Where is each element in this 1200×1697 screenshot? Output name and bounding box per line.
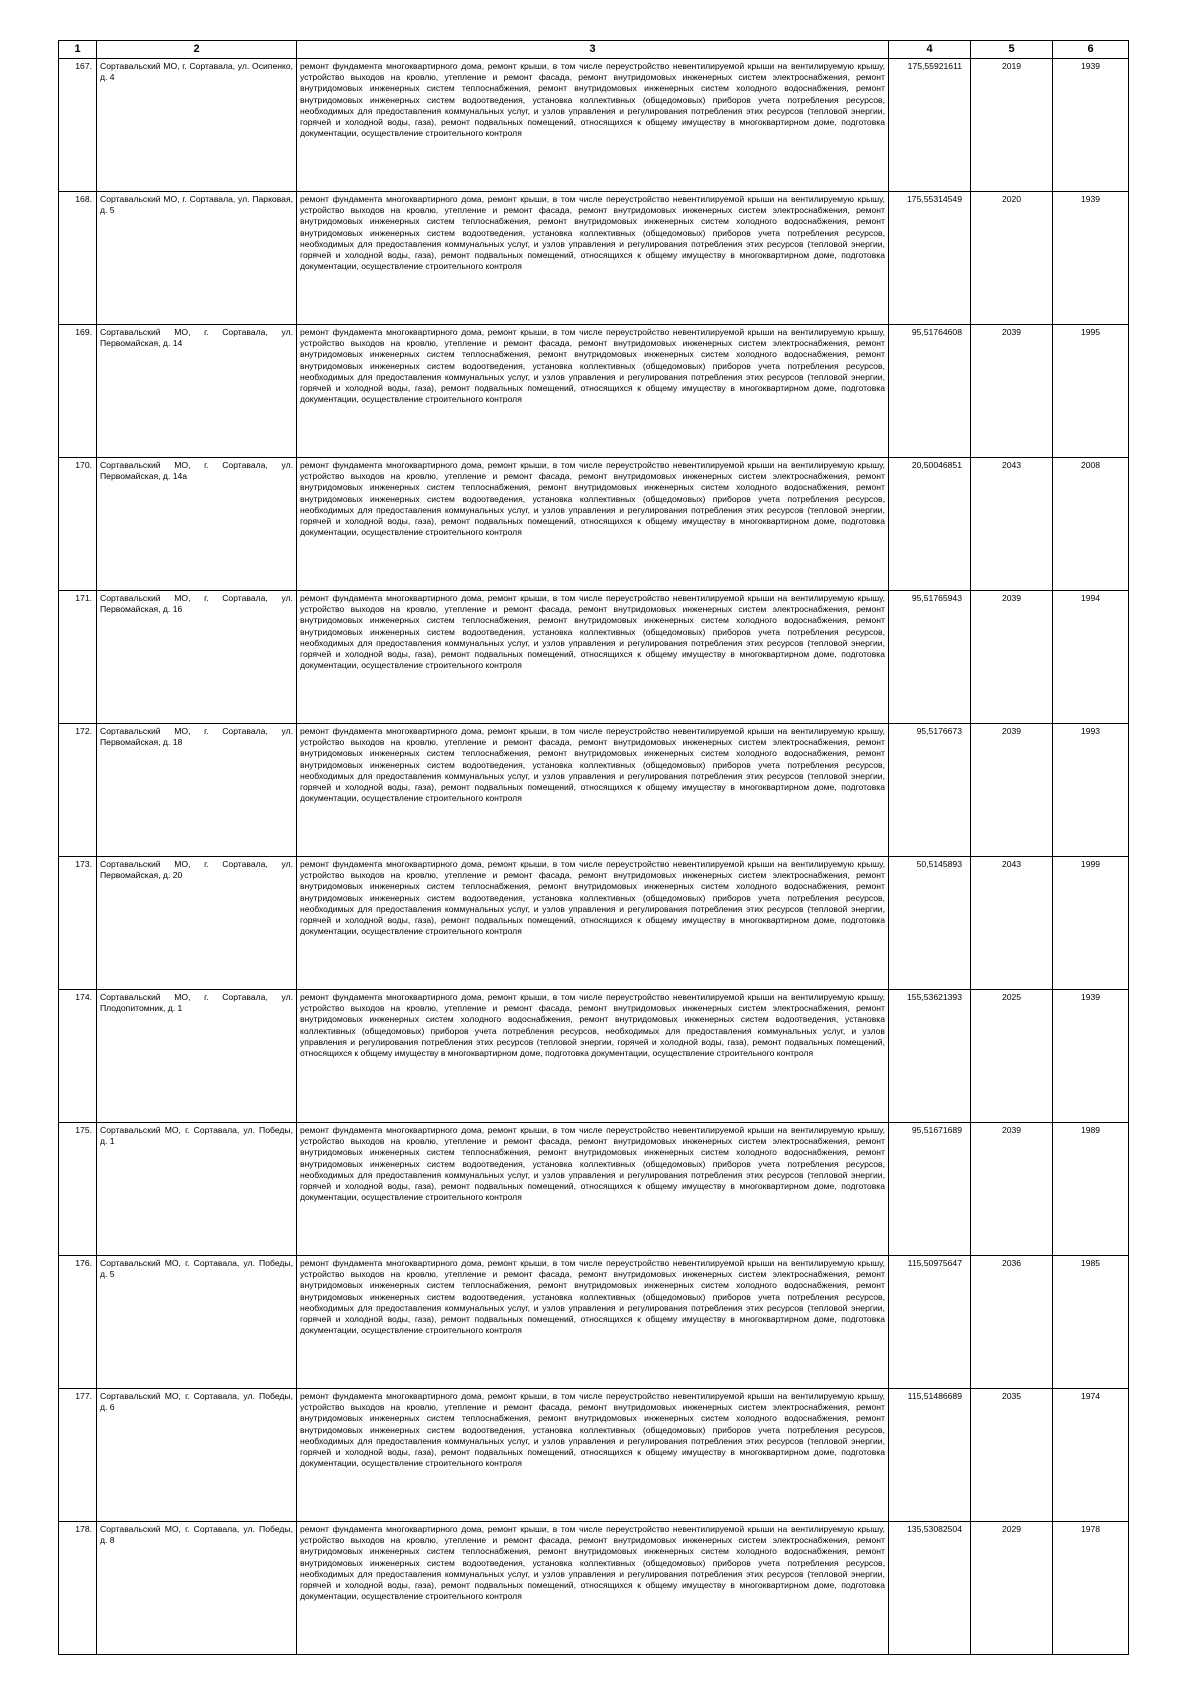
row-year-built: 1993 <box>1053 724 1129 857</box>
row-year-built: 1994 <box>1053 591 1129 724</box>
row-number: 176. <box>59 1256 97 1389</box>
row-year-built: 1974 <box>1053 1389 1129 1522</box>
row-works: ремонт фундамента многоквартирного дома, ремонт крыши, в том числе переустройство невентилируемой крыши на вентилируемую крышу, устройство выходов на кровлю, утепление и ремонт фасада, ремонт внутридомовых инженерных систем электроснабжения, ремонт внутридомовых инженерных систем теплоснабжения, ремонт внутридомовых инженерных систем холодного водоснабжения, ремонт внутридомовых инженерных систем водоотведения, установка коллективных (общедомовых) приборов учета потребления ресурсов, необходимых для предоставления коммунальных услуг, и узлов управления и регулирования потребления этих ресурсов (тепловой энергии, горячей и холодной воды, газа), ремонт подвальных помещений, относящихся к общему имуществу в многоквартирном доме, подготовка документации, осуществление строительного контроля <box>297 1522 889 1655</box>
row-address: Сортавальский МО, г. Сортавала, ул. Первомайская, д. 16 <box>97 591 297 724</box>
row-number: 172. <box>59 724 97 857</box>
table-row <box>59 59 1129 192</box>
row-year-built: 1939 <box>1053 990 1129 1123</box>
column-header-2: 2 <box>97 41 297 59</box>
row-works: ремонт фундамента многоквартирного дома, ремонт крыши, в том числе переустройство невентилируемой крыши на вентилируемую крышу, устройство выходов на кровлю, утепление и ремонт фасада, ремонт внутридомовых инженерных систем электроснабжения, ремонт внутридомовых инженерных систем теплоснабжения, ремонт внутридомовых инженерных систем холодного водоснабжения, ремонт внутридомовых инженерных систем водоотведения, установка коллективных (общедомовых) приборов учета потребления ресурсов, необходимых для предоставления коммунальных услуг, и узлов управления и регулирования потребления этих ресурсов (тепловой энергии, горячей и холодной воды, газа), ремонт подвальных помещений, относящихся к общему имуществу в многоквартирном доме, подготовка документации, осуществление строительного контроля <box>297 59 889 192</box>
row-address: Сортавальский МО, г. Сортавала, ул. Плодопитомник, д. 1 <box>97 990 297 1123</box>
row-works: ремонт фундамента многоквартирного дома, ремонт крыши, в том числе переустройство невентилируемой крыши на вентилируемую крышу, устройство выходов на кровлю, утепление и ремонт фасада, ремонт внутридомовых инженерных систем электроснабжения, ремонт внутридомовых инженерных систем теплоснабжения, ремонт внутридомовых инженерных систем холодного водоснабжения, ремонт внутридомовых инженерных систем водоотведения, установка коллективных (общедомовых) приборов учета потребления ресурсов, необходимых для предоставления коммунальных услуг, и узлов управления и регулирования потребления этих ресурсов (тепловой энергии, горячей и холодной воды, газа), ремонт подвальных помещений, относящихся к общему имуществу в многоквартирном доме, подготовка документации, осуществление строительного контроля <box>297 1123 889 1256</box>
row-year-built: 2008 <box>1053 458 1129 591</box>
row-number: 169. <box>59 325 97 458</box>
row-works: ремонт фундамента многоквартирного дома, ремонт крыши, в том числе переустройство невентилируемой крыши на вентилируемую крышу, устройство выходов на кровлю, утепление и ремонт фасада, ремонт внутридомовых инженерных систем электроснабжения, ремонт внутридомовых инженерных систем теплоснабжения, ремонт внутридомовых инженерных систем холодного водоснабжения, ремонт внутридомовых инженерных систем водоотведения, установка коллективных (общедомовых) приборов учета потребления ресурсов, необходимых для предоставления коммунальных услуг, и узлов управления и регулирования потребления этих ресурсов (тепловой энергии, горячей и холодной воды, газа), ремонт подвальных помещений, относящихся к общему имуществу в многоквартирном доме, подготовка документации, осуществление строительного контроля <box>297 325 889 458</box>
row-year-plan: 2039 <box>971 591 1053 724</box>
table-row <box>59 591 1129 724</box>
row-year-plan: 2039 <box>971 1123 1053 1256</box>
row-works: ремонт фундамента многоквартирного дома, ремонт крыши, в том числе переустройство невентилируемой крыши на вентилируемую крышу, устройство выходов на кровлю, утепление и ремонт фасада, ремонт внутридомовых инженерных систем электроснабжения, ремонт внутридомовых инженерных систем теплоснабжения, ремонт внутридомовых инженерных систем холодного водоснабжения, ремонт внутридомовых инженерных систем водоотведения, установка коллективных (общедомовых) приборов учета потребления ресурсов, необходимых для предоставления коммунальных услуг, и узлов управления и регулирования потребления этих ресурсов (тепловой энергии, горячей и холодной воды, газа), ремонт подвальных помещений, относящихся к общему имуществу в многоквартирном доме, подготовка документации, осуществление строительного контроля <box>297 1389 889 1522</box>
table-row <box>59 325 1129 458</box>
row-works: ремонт фундамента многоквартирного дома, ремонт крыши, в том числе переустройство невентилируемой крыши на вентилируемую крышу, устройство выходов на кровлю, утепление и ремонт фасада, ремонт внутридомовых инженерных систем электроснабжения, ремонт внутридомовых инженерных систем теплоснабжения, ремонт внутридомовых инженерных систем холодного водоснабжения, ремонт внутридомовых инженерных систем водоотведения, установка коллективных (общедомовых) приборов учета потребления ресурсов, необходимых для предоставления коммунальных услуг, и узлов управления и регулирования потребления этих ресурсов (тепловой энергии, горячей и холодной воды, газа), ремонт подвальных помещений, относящихся к общему имуществу в многоквартирном доме, подготовка документации, осуществление строительного контроля <box>297 857 889 990</box>
row-year-plan: 2039 <box>971 724 1053 857</box>
row-area: 155,53621393 <box>889 990 971 1123</box>
table-row <box>59 857 1129 990</box>
row-year-plan: 2035 <box>971 1389 1053 1522</box>
row-year-built: 1989 <box>1053 1123 1129 1256</box>
row-number: 167. <box>59 59 97 192</box>
row-year-plan: 2029 <box>971 1522 1053 1655</box>
row-year-plan: 2036 <box>971 1256 1053 1389</box>
row-year-built: 1995 <box>1053 325 1129 458</box>
table-row <box>59 458 1129 591</box>
row-address: Сортавальский МО, г. Сортавала, ул. Победы, д. 1 <box>97 1123 297 1256</box>
row-area: 95,51764608 <box>889 325 971 458</box>
row-works: ремонт фундамента многоквартирного дома, ремонт крыши, в том числе переустройство невентилируемой крыши на вентилируемую крышу, устройство выходов на кровлю, утепление и ремонт фасада, ремонт внутридомовых инженерных систем электроснабжения, ремонт внутридомовых инженерных систем теплоснабжения, ремонт внутридомовых инженерных систем холодного водоснабжения, ремонт внутридомовых инженерных систем водоотведения, установка коллективных (общедомовых) приборов учета потребления ресурсов, необходимых для предоставления коммунальных услуг, и узлов управления и регулирования потребления этих ресурсов (тепловой энергии, горячей и холодной воды, газа), ремонт подвальных помещений, относящихся к общему имуществу в многоквартирном доме, подготовка документации, осуществление строительного контроля <box>297 458 889 591</box>
row-area: 95,5176673 <box>889 724 971 857</box>
row-works: ремонт фундамента многоквартирного дома, ремонт крыши, в том числе переустройство невентилируемой крыши на вентилируемую крышу, устройство выходов на кровлю, утепление и ремонт фасада, ремонт внутридомовых инженерных систем электроснабжения, ремонт внутридомовых инженерных систем теплоснабжения, ремонт внутридомовых инженерных систем холодного водоснабжения, ремонт внутридомовых инженерных систем водоотведения, установка коллективных (общедомовых) приборов учета потребления ресурсов, необходимых для предоставления коммунальных услуг, и узлов управления и регулирования потребления этих ресурсов (тепловой энергии, горячей и холодной воды, газа), ремонт подвальных помещений, относящихся к общему имуществу в многоквартирном доме, подготовка документации, осуществление строительного контроля <box>297 591 889 724</box>
row-area: 115,50975647 <box>889 1256 971 1389</box>
row-address: Сортавальский МО, г. Сортавала, ул. Победы, д. 5 <box>97 1256 297 1389</box>
row-address: Сортавальский МО, г. Сортавала, ул. Победы, д. 8 <box>97 1522 297 1655</box>
table-row <box>59 990 1129 1123</box>
row-year-built: 1985 <box>1053 1256 1129 1389</box>
header-row <box>59 41 1129 59</box>
row-area: 115,51486689 <box>889 1389 971 1522</box>
row-number: 168. <box>59 192 97 325</box>
row-area: 95,51765943 <box>889 591 971 724</box>
row-year-plan: 2043 <box>971 458 1053 591</box>
row-works: ремонт фундамента многоквартирного дома, ремонт крыши, в том числе переустройство невентилируемой крыши на вентилируемую крышу, устройство выходов на кровлю, утепление и ремонт фасада, ремонт внутридомовых инженерных систем электроснабжения, ремонт внутридомовых инженерных систем теплоснабжения, ремонт внутридомовых инженерных систем холодного водоснабжения, ремонт внутридомовых инженерных систем водоотведения, установка коллективных (общедомовых) приборов учета потребления ресурсов, необходимых для предоставления коммунальных услуг, и узлов управления и регулирования потребления этих ресурсов (тепловой энергии, горячей и холодной воды, газа), ремонт подвальных помещений, относящихся к общему имуществу в многоквартирном доме, подготовка документации, осуществление строительного контроля <box>297 1256 889 1389</box>
row-year-plan: 2025 <box>971 990 1053 1123</box>
row-year-plan: 2043 <box>971 857 1053 990</box>
row-year-plan: 2019 <box>971 59 1053 192</box>
row-area: 20,50046851 <box>889 458 971 591</box>
row-number: 171. <box>59 591 97 724</box>
row-year-built: 1939 <box>1053 192 1129 325</box>
row-year-built: 1978 <box>1053 1522 1129 1655</box>
row-works: ремонт фундамента многоквартирного дома, ремонт крыши, в том числе переустройство невентилируемой крыши на вентилируемую крышу, устройство выходов на кровлю, утепление и ремонт фасада, ремонт внутридомовых инженерных систем электроснабжения, ремонт внутридомовых инженерных систем холодного водоснабжения, ремонт внутридомовых инженерных систем водоотведения, установка коллективных (общедомовых) приборов учета потребления ресурсов, необходимых для предоставления коммунальных услуг, и узлов управления и регулирования потребления этих ресурсов (тепловой энергии, горячей и холодной воды, газа), ремонт подвальных помещений, относящихся к общему имуществу в многоквартирном доме, подготовка документации, осуществление строительного контроля <box>297 990 889 1123</box>
row-number: 170. <box>59 458 97 591</box>
table-row <box>59 192 1129 325</box>
row-area: 95,51671689 <box>889 1123 971 1256</box>
row-address: Сортавальский МО, г. Сортавала, ул. Первомайская, д. 14а <box>97 458 297 591</box>
table-row <box>59 1123 1129 1256</box>
table-row <box>59 724 1129 857</box>
column-header-6: 6 <box>1053 41 1129 59</box>
row-area: 175,55921611 <box>889 59 971 192</box>
table-row <box>59 1256 1129 1389</box>
row-address: Сортавальский МО, г. Сортавала, ул. Победы, д. 6 <box>97 1389 297 1522</box>
column-header-3: 3 <box>297 41 889 59</box>
row-address: Сортавальский МО, г. Сортавала, ул. Первомайская, д. 18 <box>97 724 297 857</box>
row-area: 175,55314549 <box>889 192 971 325</box>
document-table <box>58 40 1129 1655</box>
row-area: 135,53082504 <box>889 1522 971 1655</box>
row-year-plan: 2020 <box>971 192 1053 325</box>
row-number: 175. <box>59 1123 97 1256</box>
row-number: 174. <box>59 990 97 1123</box>
row-number: 177. <box>59 1389 97 1522</box>
row-address: Сортавальский МО, г. Сортавала, ул. Парковая, д. 5 <box>97 192 297 325</box>
row-number: 178. <box>59 1522 97 1655</box>
column-header-1: 1 <box>59 41 97 59</box>
row-year-built: 1999 <box>1053 857 1129 990</box>
table-row <box>59 1389 1129 1522</box>
row-address: Сортавальский МО, г. Сортавала, ул. Первомайская, д. 20 <box>97 857 297 990</box>
row-year-built: 1939 <box>1053 59 1129 192</box>
row-address: Сортавальский МО, г. Сортавала, ул. Осипенко, д. 4 <box>97 59 297 192</box>
column-header-4: 4 <box>889 41 971 59</box>
row-area: 50,5145893 <box>889 857 971 990</box>
row-number: 173. <box>59 857 97 990</box>
table-body <box>59 59 1129 1655</box>
row-works: ремонт фундамента многоквартирного дома, ремонт крыши, в том числе переустройство невентилируемой крыши на вентилируемую крышу, устройство выходов на кровлю, утепление и ремонт фасада, ремонт внутридомовых инженерных систем электроснабжения, ремонт внутридомовых инженерных систем теплоснабжения, ремонт внутридомовых инженерных систем холодного водоснабжения, ремонт внутридомовых инженерных систем водоотведения, установка коллективных (общедомовых) приборов учета потребления ресурсов, необходимых для предоставления коммунальных услуг, и узлов управления и регулирования потребления этих ресурсов (тепловой энергии, горячей и холодной воды, газа), ремонт подвальных помещений, относящихся к общему имуществу в многоквартирном доме, подготовка документации, осуществление строительного контроля <box>297 192 889 325</box>
row-year-plan: 2039 <box>971 325 1053 458</box>
row-address: Сортавальский МО, г. Сортавала, ул. Первомайская, д. 14 <box>97 325 297 458</box>
column-header-5: 5 <box>971 41 1053 59</box>
row-works: ремонт фундамента многоквартирного дома, ремонт крыши, в том числе переустройство невентилируемой крыши на вентилируемую крышу, устройство выходов на кровлю, утепление и ремонт фасада, ремонт внутридомовых инженерных систем электроснабжения, ремонт внутридомовых инженерных систем теплоснабжения, ремонт внутридомовых инженерных систем холодного водоснабжения, ремонт внутридомовых инженерных систем водоотведения, установка коллективных (общедомовых) приборов учета потребления ресурсов, необходимых для предоставления коммунальных услуг, и узлов управления и регулирования потребления этих ресурсов (тепловой энергии, горячей и холодной воды, газа), ремонт подвальных помещений, относящихся к общему имуществу в многоквартирном доме, подготовка документации, осуществление строительного контроля <box>297 724 889 857</box>
table-row <box>59 1522 1129 1655</box>
